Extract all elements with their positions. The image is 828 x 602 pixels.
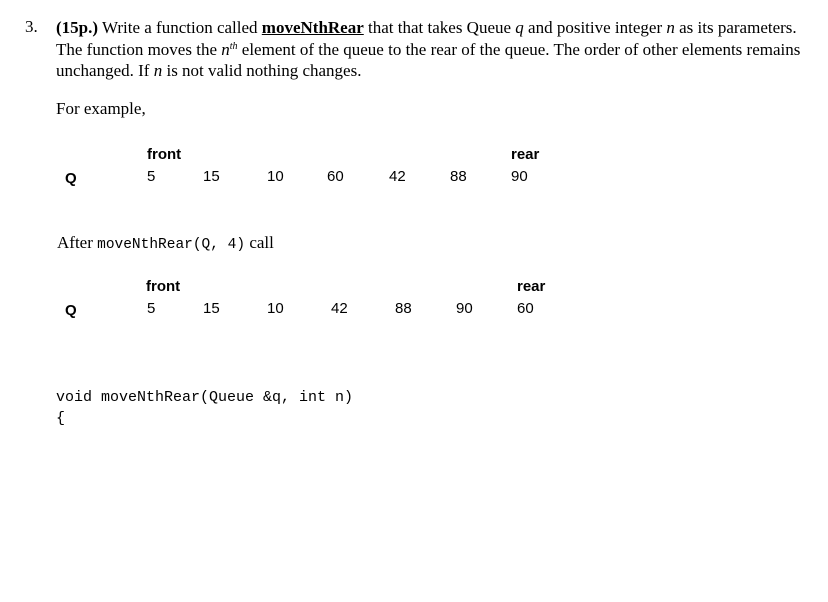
text-e: is not valid nothing changes.	[166, 61, 362, 80]
queue-value: 88	[450, 168, 467, 185]
rear-label: rear	[517, 278, 546, 295]
queue-value: 88	[395, 300, 412, 317]
points-label: (15p.)	[56, 18, 99, 37]
var-n-2: n	[221, 39, 230, 59]
after-call-text	[57, 233, 274, 253]
queue-value: 5	[147, 300, 156, 317]
open-brace: {	[56, 410, 66, 427]
queue-value: 5	[147, 168, 156, 185]
queue-value: 42	[331, 300, 348, 317]
function-signature: void moveNthRear(Queue &q, int n)	[56, 389, 354, 406]
queue-name: Q	[65, 170, 77, 187]
var-n: n	[666, 18, 675, 37]
text-a: that that takes Queue	[368, 18, 512, 37]
queue-value: 10	[267, 300, 284, 317]
text-b: and positive integer	[528, 18, 663, 37]
var-q: q	[515, 18, 524, 37]
queue-name: Q	[65, 302, 77, 319]
queue-value: 60	[327, 168, 344, 185]
after-suffix: call	[249, 233, 274, 252]
queue-value: 10	[267, 168, 284, 185]
var-n-3: n	[153, 61, 163, 80]
queue-value: 90	[456, 300, 473, 317]
queue-value: 15	[203, 300, 220, 317]
superscript-th: th	[229, 40, 238, 52]
intro-text: Write a function called	[101, 18, 258, 37]
question-number: 3.	[25, 17, 38, 36]
question-text	[56, 17, 806, 82]
queue-value: 15	[203, 168, 220, 185]
function-name: moveNthRear	[261, 18, 364, 37]
call-code: moveNthRear(Q, 4)	[97, 237, 246, 253]
queue-value: 60	[517, 300, 534, 317]
text-c: as its parameters. The function moves the	[56, 18, 797, 59]
after-prefix: After	[57, 233, 93, 252]
rear-label: rear	[511, 146, 540, 163]
example-label: For example,	[56, 99, 146, 118]
text-d: element of the queue to the rear of the queue. The order of other elements remains unchanged. If	[56, 39, 801, 80]
front-label: front	[146, 278, 181, 295]
code-block	[56, 387, 353, 429]
front-label: front	[147, 146, 182, 163]
queue-value: 42	[389, 168, 406, 185]
queue-value: 90	[511, 168, 528, 185]
